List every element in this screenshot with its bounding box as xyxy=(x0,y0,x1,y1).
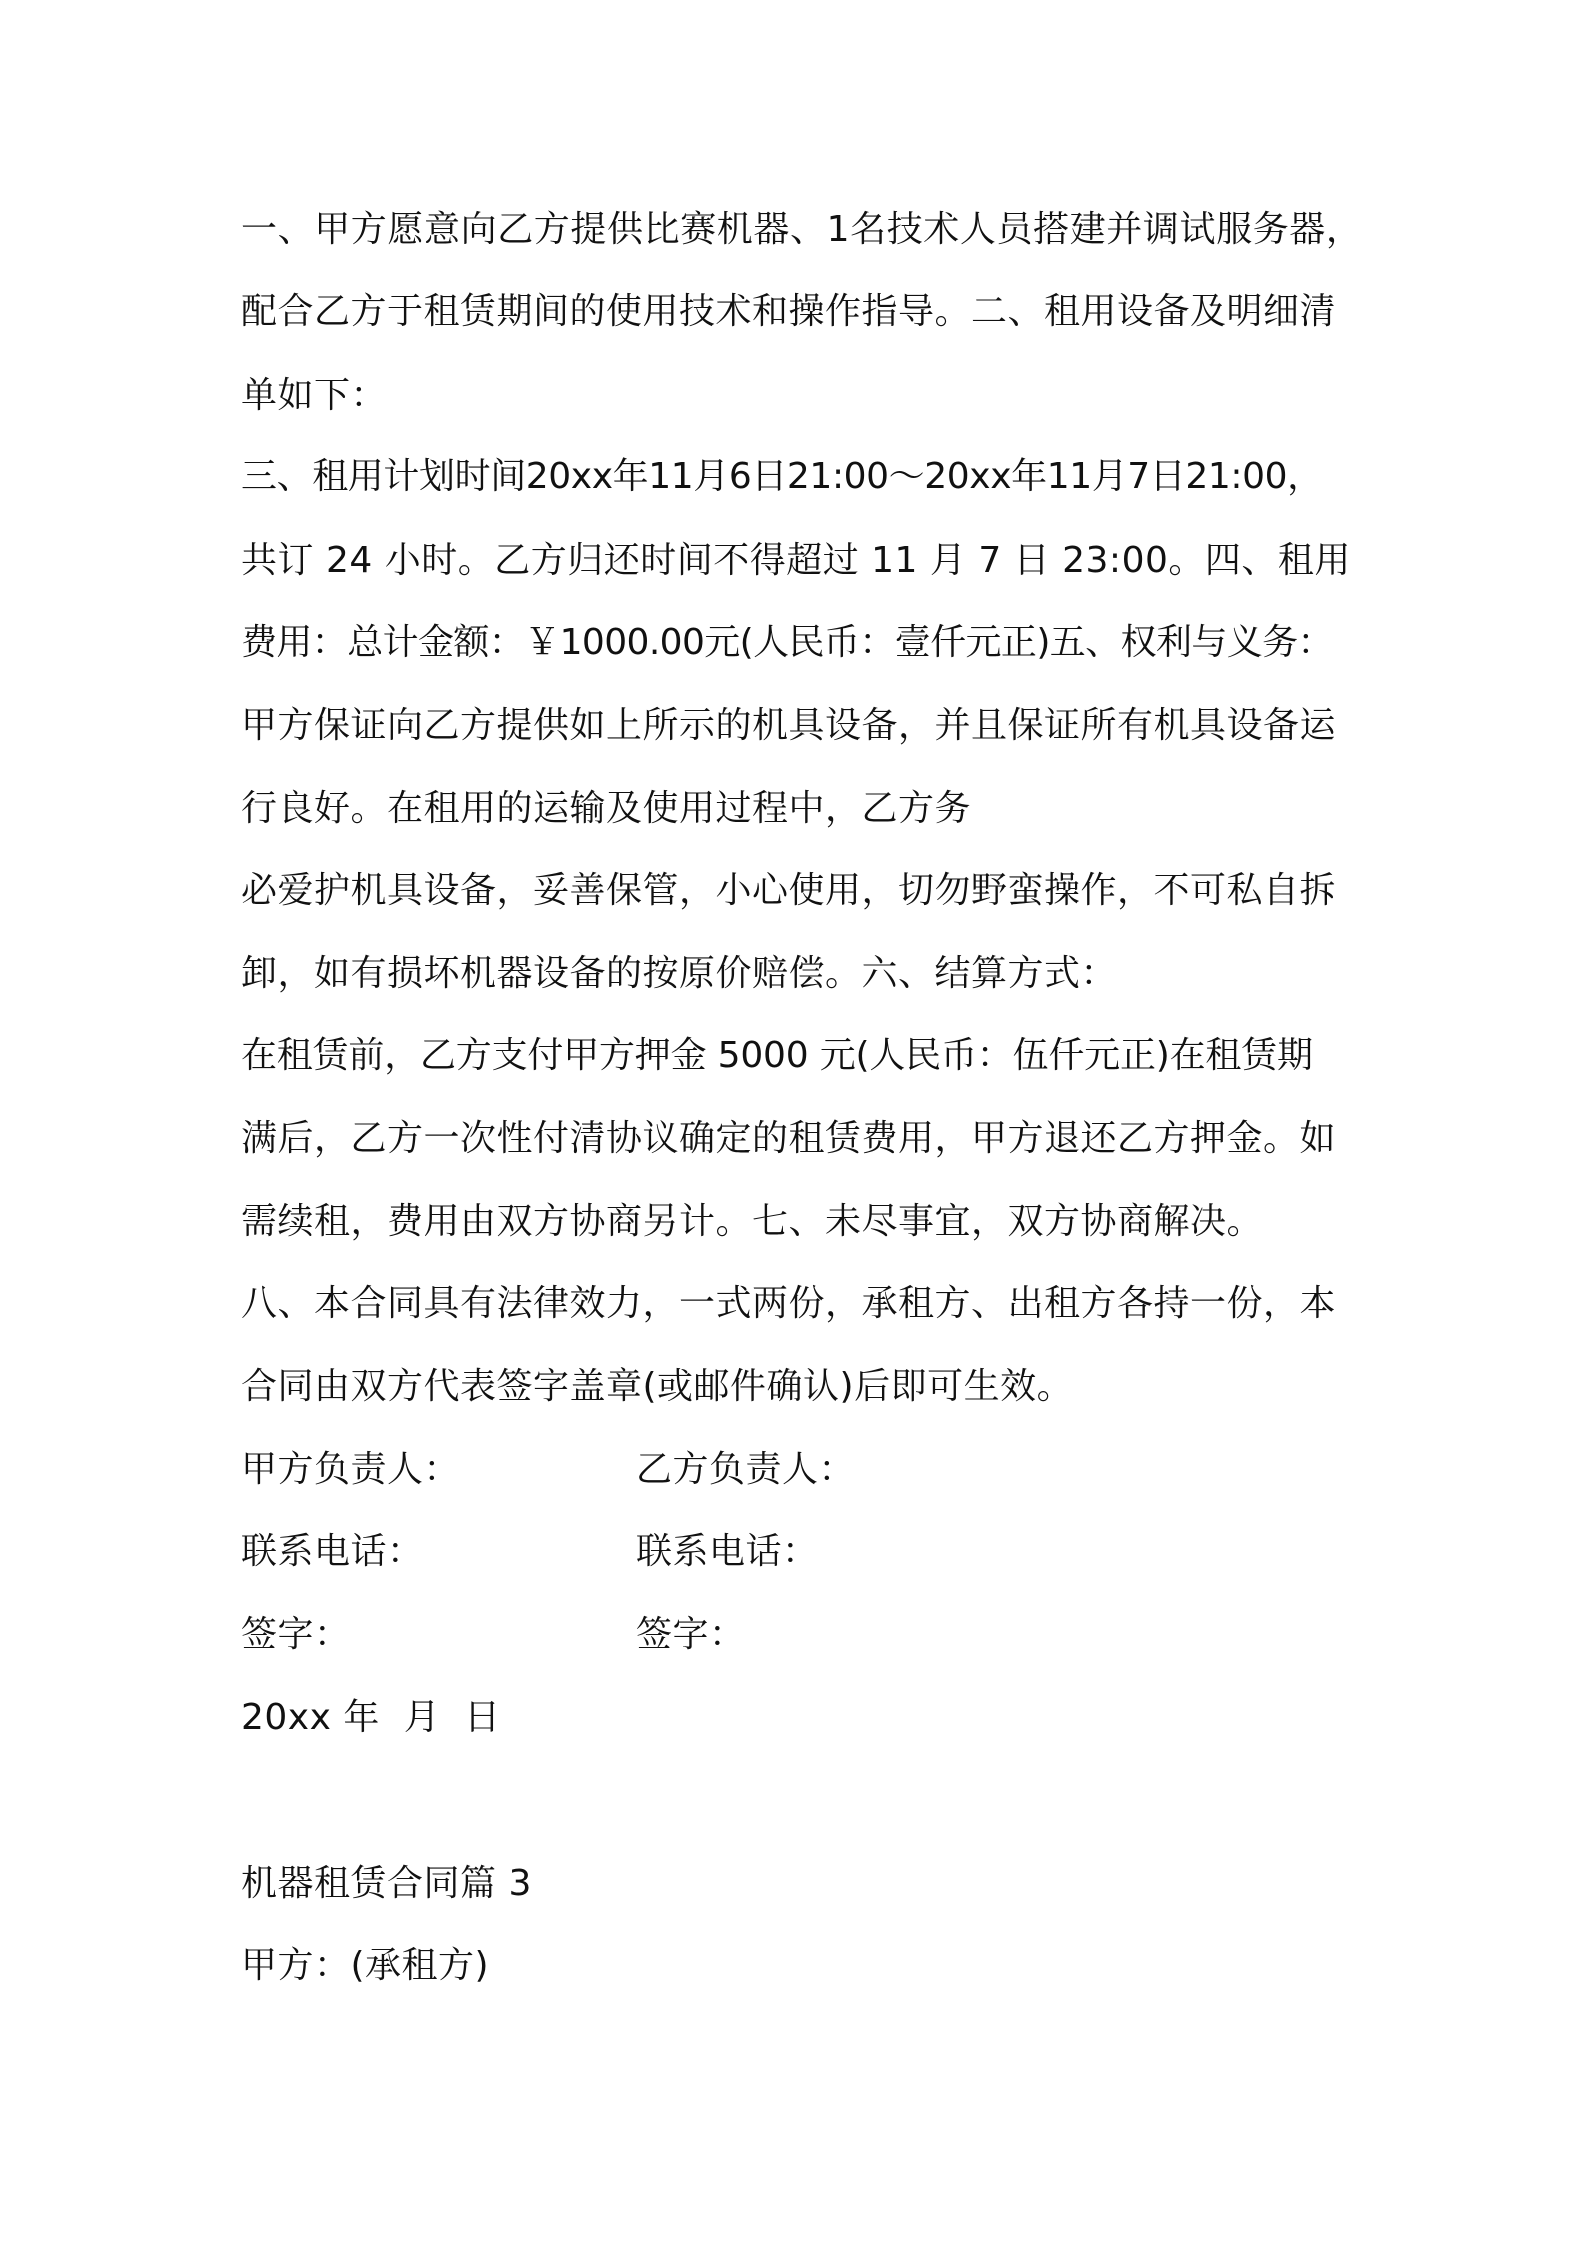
contract-line-6: 费用：总计金额：￥1000.00元(人民币：壹仟元正)五、权利与义务： xyxy=(241,622,1333,663)
document-page xyxy=(241,0,1366,2244)
contract-line-12: 满后，乙方一次性付清协议确定的租赁费用，甲方退还乙方押金。如 xyxy=(241,1118,1337,1159)
contract-line-3: 单如下： xyxy=(241,375,388,416)
contract-line-13: 需续租，费用由双方协商另计。七、未尽事宜，双方协商解决。 xyxy=(241,1201,1264,1242)
contract-line-4: 三、租用计划时间20xx年11月6日21:00～20xx年11月7日21:00， xyxy=(241,456,1323,497)
contract-line-10: 卸，如有损坏机器设备的按原价赔偿。六、结算方式： xyxy=(241,953,1118,994)
party-a-signature: 签字： xyxy=(241,1614,351,1655)
party-a-line: 甲方：(承租方) xyxy=(241,1945,490,1986)
section-title: 机器租赁合同篇 3 xyxy=(241,1863,532,1904)
party-b-signature: 签字： xyxy=(636,1614,746,1655)
contract-line-7: 甲方保证向乙方提供如上所示的机具设备，并且保证所有机具设备运 xyxy=(241,705,1337,746)
contract-line-2: 配合乙方于租赁期间的使用技术和操作指导。二、租用设备及明细清 xyxy=(241,291,1337,332)
party-a-representative: 甲方负责人： xyxy=(241,1449,461,1490)
contract-line-5: 共订 24 小时。乙方归还时间不得超过 11 月 7 日 23:00。四、租用 xyxy=(241,540,1351,581)
contract-line-15: 合同由双方代表签字盖章(或邮件确认)后即可生效。 xyxy=(241,1366,1074,1407)
party-b-phone: 联系电话： xyxy=(636,1531,819,1572)
contract-line-11: 在租赁前，乙方支付甲方押金 5000 元(人民币：伍仟元正)在租赁期 xyxy=(241,1035,1313,1076)
contract-line-14: 八、本合同具有法律效力，一式两份，承租方、出租方各持一份，本 xyxy=(241,1283,1337,1324)
party-b-representative: 乙方负责人： xyxy=(636,1449,856,1490)
contract-line-8: 行良好。在租用的运输及使用过程中，乙方务 xyxy=(241,788,972,829)
signing-date: 20xx 年 月 日 xyxy=(241,1697,501,1738)
contract-line-9: 必爱护机具设备，妥善保管，小心使用，切勿野蛮操作，不可私自拆 xyxy=(241,870,1337,911)
contract-line-1: 一、甲方愿意向乙方提供比赛机器、1名技术人员搭建并调试服务器， xyxy=(241,209,1363,250)
party-a-phone: 联系电话： xyxy=(241,1531,424,1572)
